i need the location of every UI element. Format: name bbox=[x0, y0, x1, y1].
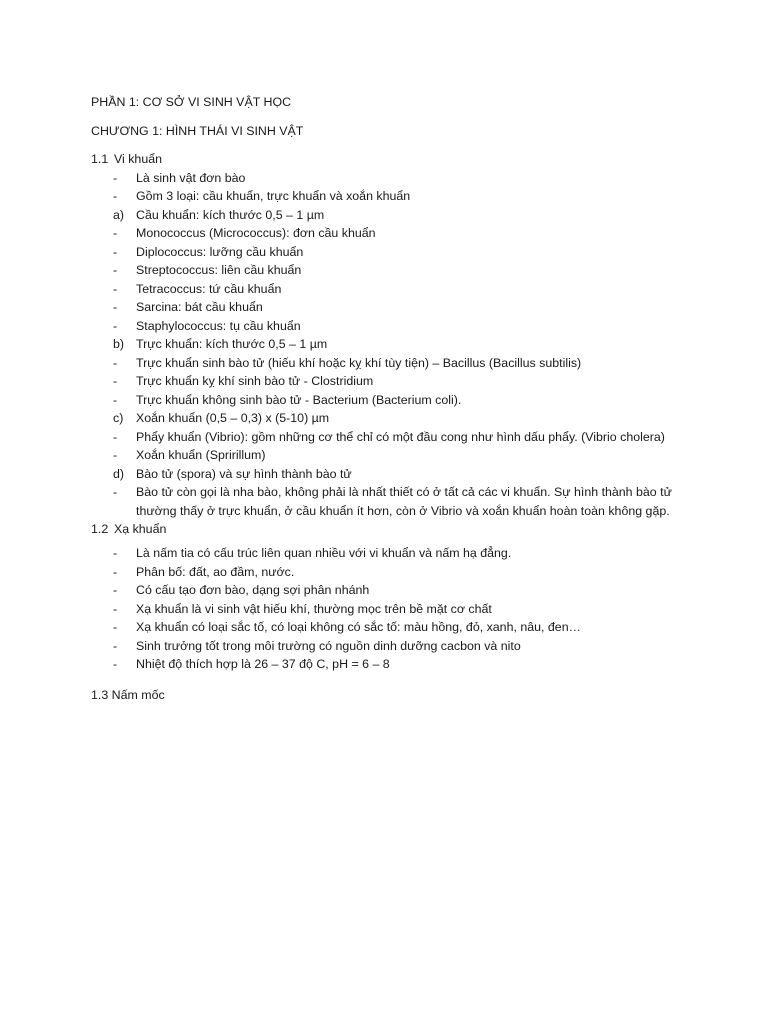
list-item-text: Nhiệt độ thích hợp là 26 – 37 độ C, pH = 6 – 8 bbox=[136, 657, 390, 671]
section-1-3-heading: 1.3 Nấm mốc bbox=[91, 688, 165, 702]
list-marker: b) bbox=[113, 337, 125, 351]
list-item-text: Là nấm tia có cấu trúc liên quan nhiều với vi khuẩn và nấm hạ đẳng. bbox=[136, 546, 512, 560]
list-item-text: Diplococcus: lưỡng cầu khuẩn bbox=[136, 244, 304, 259]
list-marker: - bbox=[113, 657, 118, 671]
list-marker: - bbox=[113, 189, 118, 203]
list-marker: - bbox=[113, 564, 118, 579]
list-marker: - bbox=[113, 601, 118, 616]
list-marker: - bbox=[113, 583, 118, 597]
list-marker: - bbox=[113, 485, 118, 499]
section-number: 1.2 bbox=[91, 522, 109, 536]
list-marker: - bbox=[113, 355, 118, 370]
list-item-text: Có cấu tạo đơn bào, dạng sợi phân nhánh bbox=[136, 583, 370, 597]
list-item-text: Xoắn khuẩn (Spririllum) bbox=[136, 448, 266, 462]
list-marker: - bbox=[113, 263, 118, 277]
list-item-text: Trực khuẩn sinh bào tử (hiếu khí hoặc kỵ khí tùy tiện) – Bacillus (Bacillus subtilis) bbox=[136, 355, 582, 370]
list-item-text: Monococcus (Micrococcus): đơn cầu khuẩn bbox=[136, 226, 376, 240]
list-marker: - bbox=[113, 392, 118, 407]
list-item-text: Xạ khuẩn là vi sinh vật hiếu khí, thường mọc trên bề mặt cơ chất bbox=[136, 601, 492, 616]
list-item-text: Bào tử còn gọi là nha bào, không phải là nhất thiết có ở tất cả các vi khuẩn. Sự hình thành bào tử bbox=[136, 485, 672, 499]
list-marker: - bbox=[113, 300, 118, 314]
list-item-text: Trực khuẩn không sinh bào tử - Bacterium (Bacterium coli). bbox=[136, 392, 462, 407]
list-item-text: Trực khuẩn kỵ khí sinh bào tử - Clostridium bbox=[136, 374, 374, 388]
list-item-text: Gồm 3 loại: cầu khuẩn, trực khuẩn và xoắn khuẩn bbox=[136, 189, 411, 203]
list-marker: - bbox=[113, 546, 118, 560]
list-item-text: Bào tử (spora) và sự hình thành bào tử bbox=[136, 466, 352, 481]
list-item-text: Phân bố: đất, ao đầm, nước. bbox=[136, 564, 295, 579]
list-item-text: Là sinh vật đơn bào bbox=[136, 170, 246, 185]
list-item-text: Xạ khuẩn có loại sắc tố, có loại không có sắc tố: màu hồng, đỏ, xanh, nâu, đen… bbox=[136, 620, 581, 634]
list-item-text: Sarcina: bát cầu khuẩn bbox=[136, 300, 263, 314]
chapter-heading: CHƯƠNG 1: HÌNH THÁI VI SINH VẬT bbox=[91, 124, 304, 138]
list-item-text: Sinh trưởng tốt trong môi trường có nguồn dinh dưỡng cacbon và nito bbox=[136, 638, 521, 653]
part-heading: PHẦN 1: CƠ SỞ VI SINH VẬT HỌC bbox=[91, 95, 292, 109]
list-marker: - bbox=[113, 448, 118, 462]
list-marker: - bbox=[113, 429, 118, 444]
list-item-text: Phẩy khuẩn (Vibrio): gồm những cơ thể chỉ có một đầu cong như hình dấu phẩy. (Vibrio cholera) bbox=[136, 429, 665, 444]
list-marker: c) bbox=[113, 411, 124, 425]
section-title: Xạ khuẩn bbox=[114, 522, 167, 536]
list-marker: - bbox=[113, 244, 118, 259]
list-item-text: Streptococcus: liên cầu khuẩn bbox=[136, 263, 302, 277]
section-number: 1.1 bbox=[91, 152, 109, 166]
list-item-text: Staphylococcus: tụ cầu khuẩn bbox=[136, 318, 301, 333]
list-item-text: thường thấy ở trực khuẩn, ở cầu khuẩn ít hơn, còn ở Vibrio và xoắn khuẩn hoàn toàn không gặp. bbox=[136, 503, 670, 518]
list-marker: - bbox=[113, 318, 118, 333]
list-item-text: Xoắn khuẩn (0,5 – 0,3) x (5-10) µm bbox=[136, 411, 330, 425]
list-item-text: Trực khuẩn: kích thước 0,5 – 1 µm bbox=[136, 337, 328, 351]
list-marker: - bbox=[113, 281, 118, 296]
list-marker: - bbox=[113, 638, 118, 653]
list-marker: - bbox=[113, 374, 118, 388]
list-marker: d) bbox=[113, 466, 125, 481]
section-title: Vi khuẩn bbox=[114, 152, 162, 166]
list-marker: - bbox=[113, 226, 118, 240]
list-item-text: Tetracoccus: tứ cầu khuẩn bbox=[136, 281, 282, 296]
list-item-text: Cầu khuẩn: kích thước 0,5 – 1 µm bbox=[136, 207, 325, 222]
list-marker: - bbox=[113, 170, 118, 185]
list-marker: - bbox=[113, 620, 118, 634]
list-marker: a) bbox=[113, 207, 125, 222]
